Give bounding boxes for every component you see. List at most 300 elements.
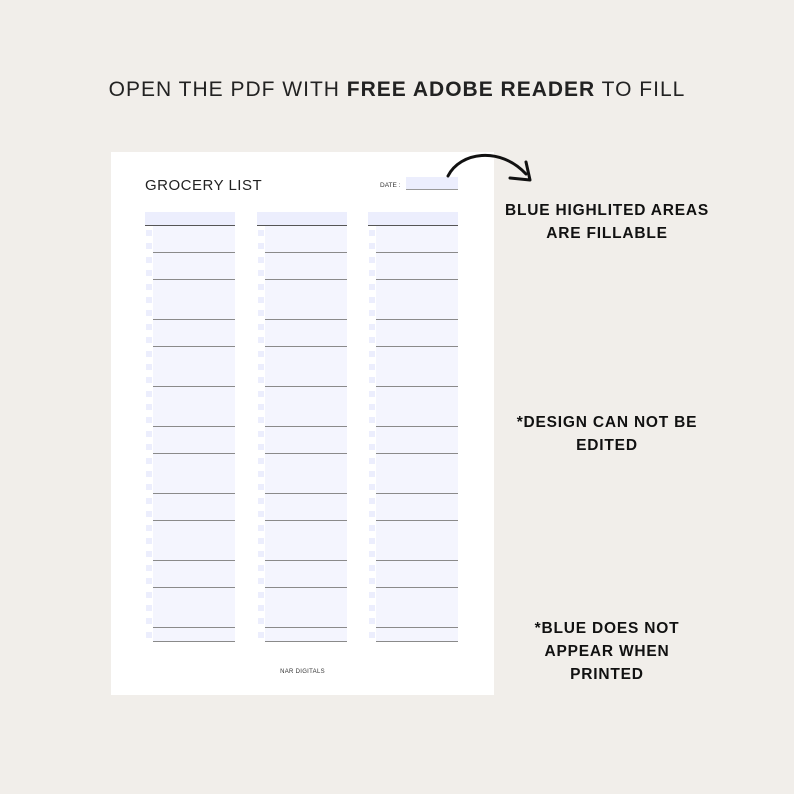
checkbox[interactable] — [146, 417, 152, 423]
checkbox[interactable] — [369, 471, 375, 477]
list-item — [257, 360, 347, 373]
item-field[interactable] — [265, 373, 347, 387]
list-item — [368, 467, 458, 480]
item-field[interactable] — [153, 427, 235, 441]
list-item — [368, 574, 458, 587]
checkbox[interactable] — [146, 498, 152, 504]
item-field[interactable] — [376, 427, 458, 441]
list-item — [257, 347, 347, 360]
checkbox[interactable] — [369, 270, 375, 276]
headline — [0, 78, 794, 102]
checkbox[interactable] — [258, 618, 264, 624]
item-field[interactable] — [265, 253, 347, 267]
checkbox[interactable] — [369, 578, 375, 584]
design-note-line-1: *DESIGN CAN NOT BE — [516, 414, 698, 431]
item-field[interactable] — [265, 561, 347, 575]
list-item — [368, 413, 458, 426]
item-field[interactable] — [376, 521, 458, 535]
checkbox[interactable] — [258, 632, 264, 638]
checkbox[interactable] — [146, 525, 152, 531]
column-header-field[interactable] — [368, 212, 458, 226]
checkbox[interactable] — [369, 257, 375, 263]
checkbox[interactable] — [146, 270, 152, 276]
checkbox[interactable] — [258, 337, 264, 343]
list-column-3 — [368, 212, 458, 641]
list-item — [368, 588, 458, 601]
list-item — [145, 347, 235, 360]
item-field[interactable] — [376, 253, 458, 267]
headline-prefix: OPEN THE PDF WITH — [108, 78, 347, 101]
checkbox[interactable] — [369, 404, 375, 410]
checkbox[interactable] — [369, 484, 375, 490]
item-field[interactable] — [265, 574, 347, 588]
item-field[interactable] — [153, 440, 235, 454]
item-field[interactable] — [265, 534, 347, 548]
item-field[interactable] — [265, 588, 347, 602]
checkbox[interactable] — [258, 578, 264, 584]
list-item — [257, 306, 347, 319]
list-item — [257, 507, 347, 520]
item-field[interactable] — [265, 628, 347, 642]
checkbox[interactable] — [369, 511, 375, 517]
checkbox[interactable] — [146, 364, 152, 370]
list-item — [257, 333, 347, 346]
item-field[interactable] — [265, 413, 347, 427]
item-field[interactable] — [265, 320, 347, 334]
checkbox[interactable] — [369, 284, 375, 290]
item-field[interactable] — [376, 373, 458, 387]
list-item — [257, 521, 347, 534]
list-item — [368, 507, 458, 520]
checkbox[interactable] — [258, 471, 264, 477]
item-field[interactable] — [153, 293, 235, 307]
print-note-line-3: PRINTED — [570, 666, 644, 683]
item-field[interactable] — [153, 253, 235, 267]
checkbox[interactable] — [369, 565, 375, 571]
list-item — [257, 628, 347, 641]
checkbox[interactable] — [146, 337, 152, 343]
list-item — [145, 280, 235, 293]
item-field[interactable] — [153, 360, 235, 374]
print-note — [497, 617, 717, 686]
item-field[interactable] — [265, 293, 347, 307]
list-item — [145, 320, 235, 333]
list-item — [257, 266, 347, 279]
checkbox[interactable] — [146, 511, 152, 517]
sheet-title: GROCERY LIST — [145, 177, 263, 194]
item-field[interactable] — [265, 239, 347, 253]
checkbox[interactable] — [258, 458, 264, 464]
list-item — [368, 347, 458, 360]
item-field[interactable] — [153, 588, 235, 602]
checkbox[interactable] — [369, 458, 375, 464]
list-item — [368, 226, 458, 239]
checkbox[interactable] — [146, 230, 152, 236]
item-field[interactable] — [265, 507, 347, 521]
print-note-line-1: *BLUE DOES NOT — [534, 620, 680, 637]
checkbox[interactable] — [146, 444, 152, 450]
checkbox[interactable] — [369, 230, 375, 236]
item-field[interactable] — [376, 440, 458, 454]
checkbox[interactable] — [258, 551, 264, 557]
list-item — [368, 266, 458, 279]
list-item — [368, 306, 458, 319]
list-item — [368, 253, 458, 266]
checkbox[interactable] — [258, 270, 264, 276]
date-label: DATE : — [380, 182, 401, 189]
list-item — [368, 280, 458, 293]
list-item — [145, 387, 235, 400]
checkbox[interactable] — [258, 351, 264, 357]
checkbox[interactable] — [258, 377, 264, 383]
list-item — [257, 614, 347, 627]
checkbox[interactable] — [258, 565, 264, 571]
item-field[interactable] — [376, 601, 458, 615]
list-item — [145, 306, 235, 319]
list-item — [145, 427, 235, 440]
checkbox[interactable] — [146, 324, 152, 330]
checkbox[interactable] — [369, 538, 375, 544]
item-field[interactable] — [265, 280, 347, 294]
list-item — [368, 534, 458, 547]
item-field[interactable] — [153, 521, 235, 535]
item-field[interactable] — [265, 306, 347, 320]
checkbox[interactable] — [369, 605, 375, 611]
list-item — [368, 454, 458, 467]
item-field[interactable] — [376, 614, 458, 628]
item-field[interactable] — [153, 534, 235, 548]
list-item — [368, 480, 458, 493]
list-item — [368, 400, 458, 413]
item-field[interactable] — [376, 413, 458, 427]
list-item — [368, 494, 458, 507]
checkbox[interactable] — [258, 484, 264, 490]
checkbox[interactable] — [258, 324, 264, 330]
checkbox[interactable] — [258, 511, 264, 517]
item-field[interactable] — [265, 601, 347, 615]
list-item — [368, 333, 458, 346]
item-field[interactable] — [265, 614, 347, 628]
item-field[interactable] — [376, 574, 458, 588]
item-field[interactable] — [376, 306, 458, 320]
item-field[interactable] — [153, 614, 235, 628]
checkbox[interactable] — [258, 444, 264, 450]
checkbox[interactable] — [146, 538, 152, 544]
item-field[interactable] — [153, 454, 235, 468]
item-field[interactable] — [153, 266, 235, 280]
item-field[interactable] — [265, 347, 347, 361]
checkbox[interactable] — [146, 578, 152, 584]
item-field[interactable] — [265, 521, 347, 535]
list-item — [145, 467, 235, 480]
item-field[interactable] — [265, 494, 347, 508]
list-item — [257, 494, 347, 507]
checkbox[interactable] — [146, 605, 152, 611]
item-field[interactable] — [153, 494, 235, 508]
column-header-field[interactable] — [145, 212, 235, 226]
item-field[interactable] — [153, 467, 235, 481]
list-item — [368, 360, 458, 373]
item-field[interactable] — [153, 480, 235, 494]
item-field[interactable] — [153, 561, 235, 575]
curved-arrow-icon — [440, 148, 540, 188]
item-field[interactable] — [153, 628, 235, 642]
checkbox[interactable] — [369, 618, 375, 624]
item-field[interactable] — [153, 413, 235, 427]
item-field[interactable] — [265, 547, 347, 561]
item-field[interactable] — [265, 226, 347, 240]
item-field[interactable] — [376, 400, 458, 414]
item-field[interactable] — [376, 226, 458, 240]
list-item — [257, 373, 347, 386]
item-field[interactable] — [376, 280, 458, 294]
checkbox[interactable] — [146, 632, 152, 638]
item-field[interactable] — [153, 320, 235, 334]
list-item — [145, 480, 235, 493]
checkbox[interactable] — [258, 417, 264, 423]
item-field[interactable] — [376, 467, 458, 481]
list-item — [257, 427, 347, 440]
list-item — [257, 561, 347, 574]
item-field[interactable] — [265, 266, 347, 280]
item-field[interactable] — [153, 306, 235, 320]
item-field[interactable] — [153, 280, 235, 294]
checkbox[interactable] — [369, 310, 375, 316]
list-item — [145, 588, 235, 601]
checkbox[interactable] — [369, 444, 375, 450]
checkbox[interactable] — [146, 243, 152, 249]
list-item — [368, 373, 458, 386]
item-field[interactable] — [153, 507, 235, 521]
checkbox[interactable] — [146, 391, 152, 397]
checkbox[interactable] — [146, 297, 152, 303]
checkbox[interactable] — [369, 243, 375, 249]
checkbox[interactable] — [369, 337, 375, 343]
checkbox[interactable] — [369, 391, 375, 397]
checkbox[interactable] — [146, 551, 152, 557]
headline-suffix: TO FILL — [595, 78, 686, 101]
list-item — [145, 628, 235, 641]
checkbox[interactable] — [369, 364, 375, 370]
checkbox[interactable] — [146, 257, 152, 263]
item-field[interactable] — [153, 347, 235, 361]
list-item — [257, 387, 347, 400]
list-item — [368, 440, 458, 453]
item-field[interactable] — [265, 427, 347, 441]
checkbox[interactable] — [146, 565, 152, 571]
checkbox[interactable] — [146, 484, 152, 490]
list-item — [257, 588, 347, 601]
checkbox[interactable] — [146, 284, 152, 290]
list-item — [257, 534, 347, 547]
checkbox[interactable] — [258, 310, 264, 316]
item-field[interactable] — [265, 467, 347, 481]
list-item — [145, 547, 235, 560]
checkbox[interactable] — [146, 618, 152, 624]
item-field[interactable] — [376, 239, 458, 253]
list-item — [257, 413, 347, 426]
list-item — [257, 293, 347, 306]
checkbox[interactable] — [369, 525, 375, 531]
headline-bold: FREE ADOBE READER — [346, 78, 596, 101]
item-field[interactable] — [153, 387, 235, 401]
checkbox[interactable] — [258, 284, 264, 290]
brand-footer: NAR DIGITALS — [280, 669, 325, 675]
list-item — [257, 547, 347, 560]
list-item — [368, 387, 458, 400]
list-item — [257, 239, 347, 252]
item-field[interactable] — [265, 440, 347, 454]
item-field[interactable] — [265, 387, 347, 401]
checkbox[interactable] — [146, 431, 152, 437]
list-item — [257, 440, 347, 453]
list-item — [145, 226, 235, 239]
item-field[interactable] — [376, 534, 458, 548]
item-field[interactable] — [376, 347, 458, 361]
item-field[interactable] — [376, 588, 458, 602]
list-item — [368, 628, 458, 641]
checkbox[interactable] — [369, 498, 375, 504]
design-note-line-2: EDITED — [576, 437, 638, 454]
list-item — [368, 293, 458, 306]
checkbox[interactable] — [258, 431, 264, 437]
fillable-note-line-2: ARE FILLABLE — [546, 225, 668, 242]
checkbox[interactable] — [146, 471, 152, 477]
list-item — [145, 561, 235, 574]
list-item — [145, 534, 235, 547]
checkbox[interactable] — [258, 257, 264, 263]
list-item — [368, 547, 458, 560]
list-item — [368, 601, 458, 614]
item-field[interactable] — [153, 601, 235, 615]
list-item — [145, 253, 235, 266]
list-item — [145, 454, 235, 467]
checkbox[interactable] — [369, 592, 375, 598]
list-item — [145, 373, 235, 386]
item-field[interactable] — [265, 454, 347, 468]
item-field[interactable] — [376, 628, 458, 642]
checkbox[interactable] — [369, 551, 375, 557]
item-field[interactable] — [153, 400, 235, 414]
list-item — [145, 601, 235, 614]
list-item — [368, 427, 458, 440]
checkbox[interactable] — [146, 592, 152, 598]
item-field[interactable] — [265, 480, 347, 494]
list-item — [145, 440, 235, 453]
list-item — [257, 467, 347, 480]
item-field[interactable] — [376, 320, 458, 334]
checkbox[interactable] — [146, 351, 152, 357]
checkbox[interactable] — [146, 377, 152, 383]
list-item — [368, 561, 458, 574]
item-field[interactable] — [376, 293, 458, 307]
list-item — [145, 614, 235, 627]
item-field[interactable] — [376, 507, 458, 521]
list-item — [257, 601, 347, 614]
item-field[interactable] — [153, 226, 235, 240]
item-field[interactable] — [376, 266, 458, 280]
list-item — [257, 400, 347, 413]
list-item — [257, 480, 347, 493]
item-field[interactable] — [153, 574, 235, 588]
item-field[interactable] — [153, 373, 235, 387]
fillable-note — [497, 199, 717, 245]
list-item — [368, 521, 458, 534]
item-field[interactable] — [376, 387, 458, 401]
list-item — [145, 239, 235, 252]
checkbox[interactable] — [258, 525, 264, 531]
item-field[interactable] — [153, 239, 235, 253]
item-field[interactable] — [265, 360, 347, 374]
checkbox[interactable] — [258, 592, 264, 598]
list-item — [145, 507, 235, 520]
checkbox[interactable] — [369, 417, 375, 423]
checkbox[interactable] — [258, 230, 264, 236]
list-item — [145, 360, 235, 373]
print-note-line-2: APPEAR WHEN — [544, 643, 670, 660]
list-column-2 — [257, 212, 347, 641]
checkbox[interactable] — [369, 297, 375, 303]
item-field[interactable] — [376, 454, 458, 468]
checkbox[interactable] — [258, 297, 264, 303]
list-item — [145, 574, 235, 587]
item-field[interactable] — [376, 494, 458, 508]
fillable-note-line-1: BLUE HIGHLITED AREAS — [504, 202, 709, 219]
item-field[interactable] — [376, 333, 458, 347]
checkbox[interactable] — [258, 391, 264, 397]
list-item — [145, 266, 235, 279]
checkbox[interactable] — [369, 431, 375, 437]
column-header-field[interactable] — [257, 212, 347, 226]
checkbox[interactable] — [369, 377, 375, 383]
list-item — [145, 333, 235, 346]
list-item — [145, 400, 235, 413]
item-field[interactable] — [153, 547, 235, 561]
checkbox[interactable] — [258, 243, 264, 249]
item-field[interactable] — [376, 547, 458, 561]
checkbox[interactable] — [146, 458, 152, 464]
checkbox[interactable] — [258, 538, 264, 544]
checkbox[interactable] — [146, 404, 152, 410]
checkbox[interactable] — [258, 498, 264, 504]
checkbox[interactable] — [369, 324, 375, 330]
item-field[interactable] — [376, 561, 458, 575]
item-field[interactable] — [153, 333, 235, 347]
list-item — [257, 454, 347, 467]
item-field[interactable] — [265, 400, 347, 414]
checkbox[interactable] — [258, 605, 264, 611]
checkbox[interactable] — [258, 404, 264, 410]
checkbox[interactable] — [369, 632, 375, 638]
checkbox[interactable] — [369, 351, 375, 357]
checkbox[interactable] — [146, 310, 152, 316]
list-item — [145, 293, 235, 306]
list-item — [368, 239, 458, 252]
item-field[interactable] — [376, 480, 458, 494]
list-item — [145, 413, 235, 426]
checkbox[interactable] — [258, 364, 264, 370]
list-item — [257, 574, 347, 587]
list-item — [145, 494, 235, 507]
list-item — [257, 280, 347, 293]
list-item — [257, 253, 347, 266]
grocery-list-sheet — [111, 152, 494, 695]
item-field[interactable] — [265, 333, 347, 347]
list-item — [368, 320, 458, 333]
item-field[interactable] — [376, 360, 458, 374]
list-item — [257, 226, 347, 239]
list-column-1 — [145, 212, 235, 641]
